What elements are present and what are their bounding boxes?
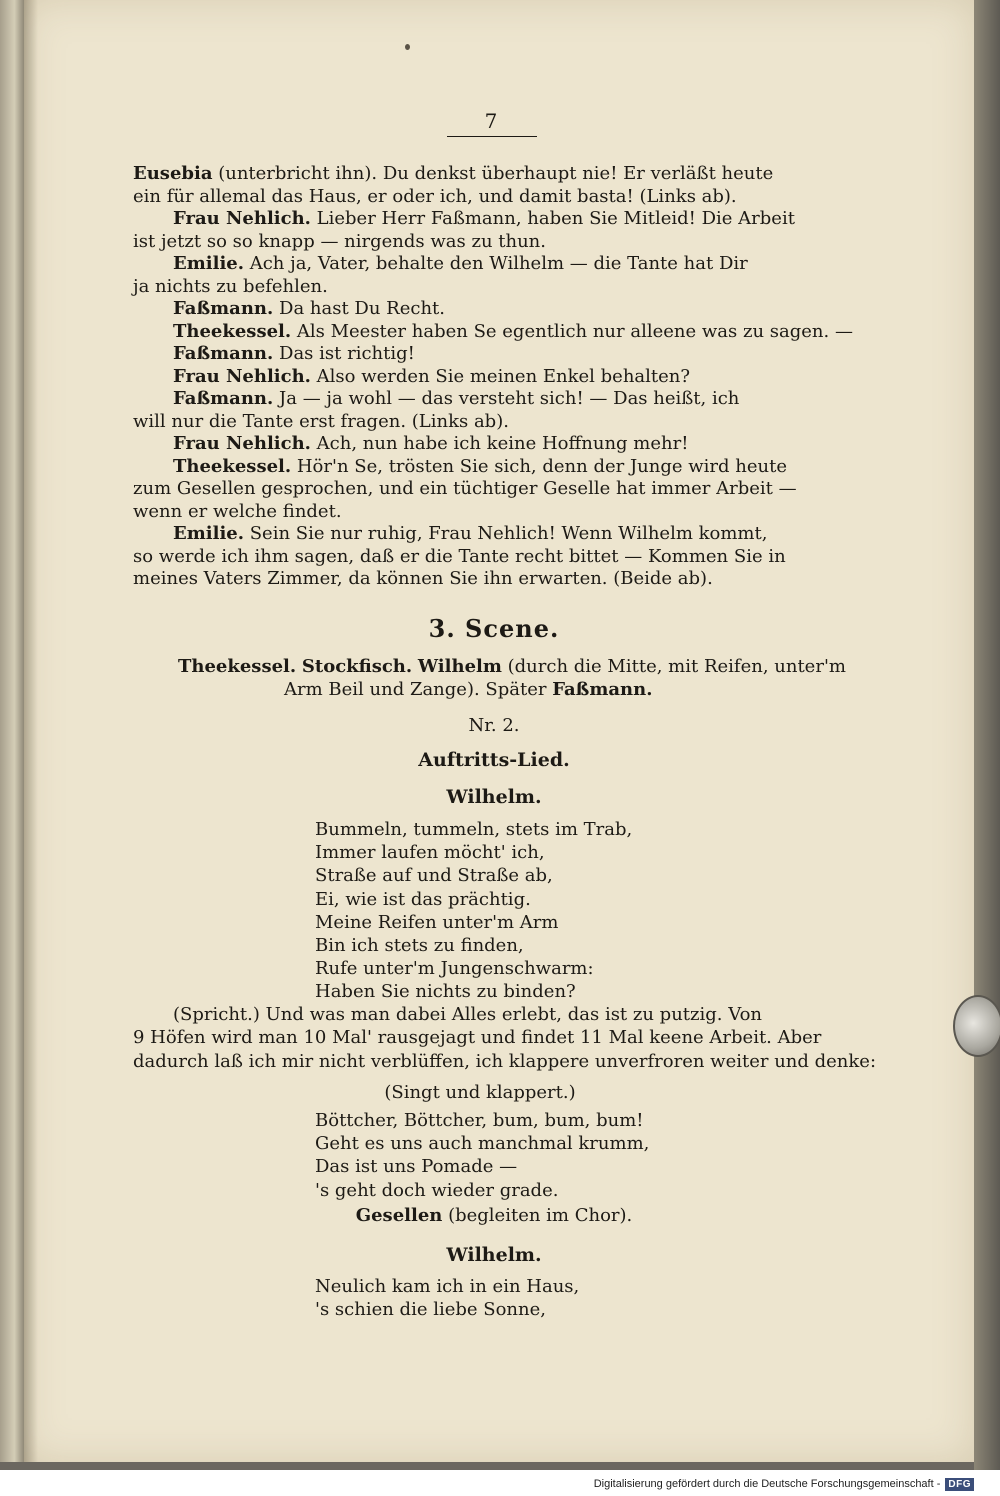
line-text: Lieber Herr Faßmann, haben Sie Mitleid! Die Arbeit: [310, 208, 795, 229]
spoken-line: dadurch laß ich mir nicht verblüffen, ich klappere unverfroren weiter und denke:: [133, 1050, 877, 1072]
line-text: Also werden Sie meinen Enkel behalten?: [310, 365, 691, 387]
line-text: (durch die Mitte, mit Reifen, unter'm: [501, 656, 846, 677]
dialogue-line: [133, 366, 855, 389]
line-text: Hör'n Se, trösten Sie sich, denn der Junge wird heute: [291, 455, 787, 477]
speaker-name: Theekessel.: [173, 320, 292, 342]
ink-spot: [405, 44, 410, 50]
dialogue-line: [133, 276, 855, 299]
line-text: Arm Beil und Zange). Später: [284, 678, 553, 700]
dialogue-line: [133, 433, 855, 456]
dfg-logo-icon: DFG: [945, 1478, 974, 1491]
verse-line: 's schien die liebe Sonne,: [315, 1299, 546, 1321]
singer-heading-2: Wilhelm.: [446, 1244, 542, 1266]
speaker-name: Stockfisch.: [301, 656, 413, 677]
verse-line: Haben Sie nichts zu binden?: [315, 981, 576, 1003]
speaker-name: Theekessel.: [178, 656, 297, 677]
verse-line: Rufe unter'm Jungenschwarm:: [315, 958, 594, 980]
line-text: Da hast Du Recht.: [273, 298, 445, 319]
dialogue-line: [133, 388, 855, 411]
chorus-speaker: Gesellen: [355, 1205, 443, 1226]
stage-direction: (Singt und klappert.): [384, 1082, 576, 1103]
speaker-name: Eusebia: [133, 163, 213, 184]
line-text: Sein Sie nur ruhig, Frau Nehlich! Wenn Wilhelm kommt,: [244, 523, 768, 544]
line-text: ja nichts zu befehlen.: [133, 275, 328, 297]
verse-line: Böttcher, Böttcher, bum, bum, bum!: [315, 1110, 644, 1131]
dialogue-line: [133, 478, 855, 501]
line-text: Ach ja, Vater, behalte den Wilhelm — die Tante hat Dir: [244, 253, 748, 274]
dialogue-line: [133, 501, 855, 524]
verse-line: 's geht doch wieder grade.: [315, 1179, 559, 1201]
line-text: zum Gesellen gesprochen, und ein tüchtiger Geselle hat immer Arbeit —: [133, 478, 797, 499]
verse-line: Geht es uns auch manchmal krumm,: [315, 1133, 650, 1155]
dialogue-line: [133, 231, 855, 254]
speaker-name: Emilie.: [173, 523, 244, 544]
speaker-name: Frau Nehlich.: [173, 365, 311, 387]
speaker-name: Wilhelm: [417, 656, 502, 677]
verse-line: Meine Reifen unter'm Arm: [315, 911, 559, 933]
dialogue-line: [133, 298, 855, 321]
chorus-line: [133, 1205, 855, 1228]
verse-1: [315, 818, 632, 1004]
speaker-name: Faßmann.: [173, 298, 274, 319]
line-text: Das ist richtig!: [273, 343, 415, 364]
verse-line: Immer laufen möcht' ich,: [315, 842, 545, 864]
line-text: (unterbricht ihn). Du denkst überhaupt nie! Er verläßt heute: [212, 163, 774, 184]
footer-text: Digitalisierung gefördert durch die Deutsche Forschungsgemeinschaft -: [593, 1478, 941, 1490]
verse-line: Neulich kam ich in ein Haus,: [315, 1276, 580, 1297]
verse-line: Bin ich stets zu finden,: [315, 935, 524, 957]
verse-line: Bummeln, tummeln, stets im Trab,: [315, 819, 633, 840]
dialogue-line: [133, 163, 855, 186]
speaker-name: Frau Nehlich.: [173, 208, 311, 229]
dialogue-section: [133, 163, 855, 591]
spoken-passage: [133, 1003, 877, 1073]
dialogue-line: [133, 253, 855, 276]
scene-cast: [178, 656, 868, 701]
line-text: will nur die Tante erst fragen. (Links ab).: [133, 410, 509, 432]
dialogue-line: [133, 411, 855, 434]
scene-cast-line-2: [178, 679, 868, 702]
verse-line: Straße auf und Straße ab,: [315, 865, 553, 887]
song-title: Auftritts-Lied.: [418, 749, 570, 771]
scene-heading: 3. Scene.: [428, 614, 560, 643]
verse-2: [315, 1109, 649, 1202]
dialogue-line: [133, 343, 855, 366]
verse-line: Das ist uns Pomade —: [315, 1156, 518, 1178]
number-label: Nr. 2.: [468, 715, 520, 736]
speaker-name: Frau Nehlich.: [173, 433, 311, 454]
speaker-name: Faßmann.: [552, 678, 653, 700]
verse-line: Ei, wie ist das prächtig.: [315, 888, 531, 910]
spoken-line: 9 Höfen wird man 10 Mal' rausgejagt und findet 11 Mal keene Arbeit. Aber: [133, 1027, 822, 1049]
line-text: Ja — ja wohl — das versteht sich! — Das heißt, ich: [273, 388, 740, 409]
spoken-line: (Spricht.) Und was man dabei Alles erlebt, das ist zu putzig. Von: [173, 1004, 763, 1025]
footer-credit: [594, 1474, 974, 1494]
scene-cast-line-1: [178, 656, 868, 679]
right-page-edge: [974, 0, 1000, 1470]
chorus-direction: (begleiten im Chor).: [442, 1205, 633, 1226]
dialogue-line: [133, 321, 855, 344]
line-text: so werde ich ihm sagen, daß er die Tante recht bittet — Kommen Sie in: [133, 545, 786, 567]
dialogue-line: [133, 568, 855, 591]
speaker-name: Faßmann.: [173, 343, 274, 364]
dialogue-line: [133, 456, 855, 479]
gutter-shadow: [24, 0, 38, 1462]
speaker-name: Faßmann.: [173, 388, 274, 409]
singer-heading-1: Wilhelm.: [446, 786, 542, 808]
speaker-name: Theekessel.: [173, 455, 292, 477]
dialogue-line: [133, 186, 855, 209]
dialogue-line: [133, 208, 855, 231]
line-text: Ach, nun habe ich keine Hoffnung mehr!: [310, 433, 689, 454]
line-text: ein für allemal das Haus, er oder ich, und damit basta! (Links ab).: [133, 185, 737, 207]
line-text: ist jetzt so so knapp — nirgends was zu thun.: [133, 230, 546, 252]
left-page-edge: [0, 0, 24, 1462]
line-text: wenn er welche findet.: [133, 500, 342, 522]
dialogue-line: [133, 523, 855, 546]
line-text: meines Vaters Zimmer, da können Sie ihn erwarten. (Beide ab).: [133, 568, 713, 589]
page-number: 7: [484, 109, 498, 133]
verse-3: [315, 1275, 579, 1321]
page-tab-marker: [953, 995, 1000, 1057]
line-text: Als Meester haben Se egentlich nur alleene was zu sagen. —: [291, 320, 853, 342]
page-number-rule: [447, 136, 537, 137]
dialogue-line: [133, 546, 855, 569]
speaker-name: Emilie.: [173, 253, 244, 274]
